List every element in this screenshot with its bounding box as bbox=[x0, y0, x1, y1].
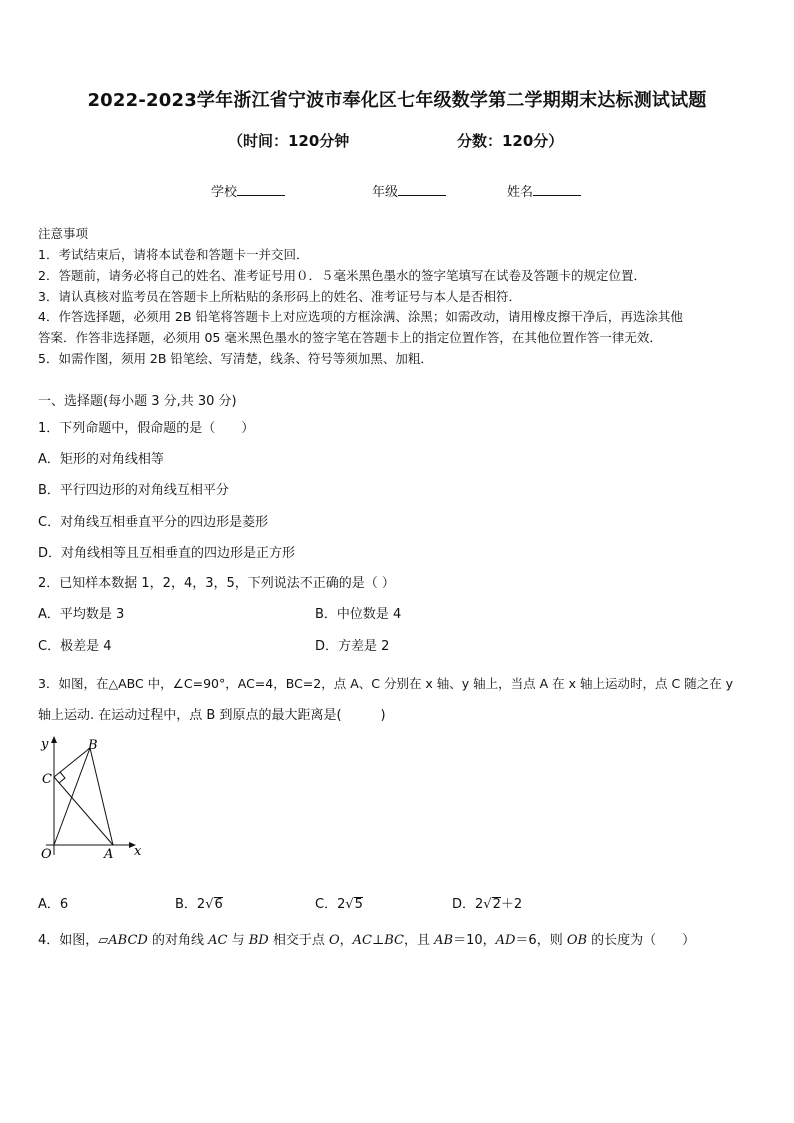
y-axis-label: y bbox=[41, 737, 49, 752]
q1-stem: 1．下列命题中，假命题的是（ ） bbox=[38, 421, 255, 436]
note-item: 3．请认真核对监考员在答题卡上所粘贴的条形码上的姓名、准考证号与本人是否相符． bbox=[38, 289, 521, 304]
q4-math: AD bbox=[495, 933, 516, 948]
q2-option-a: A．平均数是 3 bbox=[38, 607, 125, 622]
note-item: 答案．作答非选择题，必须用 05 毫米黑色墨水的签字笔在答题卡上的指定位置作答，在其他位置作答一律无效． bbox=[38, 330, 662, 345]
q2-option-d: D．方差是 2 bbox=[315, 639, 390, 654]
q4-text: ＝6，则 bbox=[515, 933, 567, 948]
q3-option-c-prefix: C．2 bbox=[315, 897, 346, 912]
q4-text: ＝10， bbox=[453, 933, 496, 948]
section-heading: 一、选择题(每小题 3 分,共 30 分) bbox=[38, 394, 237, 409]
q4-math: ABCD bbox=[108, 933, 148, 948]
note-item: 5．如需作图，须用 2B 铅笔绘、写清楚，线条、符号等须加黑、加粗． bbox=[38, 351, 433, 366]
q3-option-b: B．2√6 bbox=[175, 897, 223, 912]
notes-heading: 注意事项 bbox=[38, 226, 89, 241]
name-field bbox=[507, 181, 581, 200]
right-angle-mark bbox=[59, 772, 65, 783]
q4-math: AB bbox=[434, 933, 454, 948]
name-blank bbox=[533, 183, 581, 196]
q4-text: 与 bbox=[227, 933, 249, 948]
school-blank bbox=[237, 183, 285, 196]
segment-ca bbox=[54, 777, 113, 845]
point-b-label: B bbox=[88, 738, 98, 753]
q3-stem-line2: 轴上运动. 在运动过程中，点 B 到原点的最大距离是( ) bbox=[38, 708, 386, 723]
q1-option-d: D．对角线相等且互相垂直的四边形是正方形 bbox=[38, 546, 296, 561]
grade-blank bbox=[398, 183, 446, 196]
point-c-label: C bbox=[42, 772, 52, 787]
q3-option-a: A．6 bbox=[38, 897, 69, 912]
q3-stem-line1: 3．如图，在△ABC 中，∠C=90°，AC=4，BC=2，点 A、C 分别在 x 轴、y 轴上，当点 A 在 x 轴上运动时，点 C 随之在 y bbox=[38, 676, 734, 691]
q4-math: AC bbox=[208, 933, 228, 948]
q2-stem: 2．已知样本数据 1，2，4，3，5，下列说法不正确的是（ ） bbox=[38, 576, 395, 591]
q3-option-b-prefix: B．2 bbox=[175, 897, 206, 912]
grade-field bbox=[372, 181, 446, 200]
q3-option-d-radicand: 2 bbox=[492, 897, 501, 912]
q4-text: 的对角线 bbox=[147, 933, 209, 948]
name-label: 姓名 bbox=[507, 185, 534, 200]
q2-option-b: B．中位数是 4 bbox=[315, 607, 402, 622]
q3-figure bbox=[38, 733, 148, 863]
exam-time: （时间：120分钟 bbox=[228, 132, 350, 150]
q1-option-c: C．对角线互相垂直平分的四边形是菱形 bbox=[38, 515, 269, 530]
q4-text: ， bbox=[339, 933, 353, 948]
q4-stem bbox=[38, 929, 695, 948]
q2-option-c: C．极差是 4 bbox=[38, 639, 112, 654]
origin-label: O bbox=[41, 847, 52, 862]
q3-option-b-radicand: 6 bbox=[214, 897, 223, 912]
q4-text: 4．如图，▱ bbox=[38, 933, 109, 948]
segment-ba bbox=[90, 748, 113, 845]
note-item: 4．作答选择题，必须用 2B 铅笔将答题卡上对应选项的方框涂满、涂黑；如需改动，请用橡皮擦干净后，再选涂其他 bbox=[38, 309, 683, 324]
school-field bbox=[211, 181, 285, 200]
q1-option-b: B．平行四边形的对角线互相平分 bbox=[38, 483, 229, 498]
q4-text: 相交于点 bbox=[268, 933, 329, 948]
page-title: 2022-2023学年浙江省宁波市奉化区七年级数学第二学期期末达标测试试题 bbox=[87, 90, 707, 111]
grade-label: 年级 bbox=[372, 185, 399, 200]
y-axis-arrow bbox=[51, 736, 57, 743]
q3-option-c-radicand: 5 bbox=[354, 897, 363, 912]
q4-math: BD bbox=[248, 933, 269, 948]
q4-math: O bbox=[328, 933, 340, 948]
q4-text: ，且 bbox=[403, 933, 435, 948]
note-item: 2．答题前，请务必将自己的姓名、准考证号用０．５毫米黑色墨水的签字笔填写在试卷及答题卡的规定位置． bbox=[38, 268, 646, 283]
q3-option-d-prefix: D．2 bbox=[452, 897, 484, 912]
q3-option-c: C．2√5 bbox=[315, 897, 363, 912]
q3-option-d-suffix: ＋2 bbox=[500, 897, 523, 912]
point-a-label: A bbox=[104, 847, 114, 862]
q4-text: 的长度为（ ） bbox=[587, 933, 696, 948]
school-label: 学校 bbox=[211, 185, 238, 200]
q4-math: OB bbox=[566, 933, 588, 948]
note-item: 1．考试结束后，请将本试卷和答题卡一并交回． bbox=[38, 247, 309, 262]
q3-option-d: D．2√2＋2 bbox=[452, 897, 523, 912]
exam-score: 分数：120分） bbox=[457, 132, 564, 150]
x-axis-label: x bbox=[134, 844, 142, 859]
q4-math: AC⊥BC bbox=[352, 933, 404, 948]
q1-option-a: A．矩形的对角线相等 bbox=[38, 452, 164, 467]
